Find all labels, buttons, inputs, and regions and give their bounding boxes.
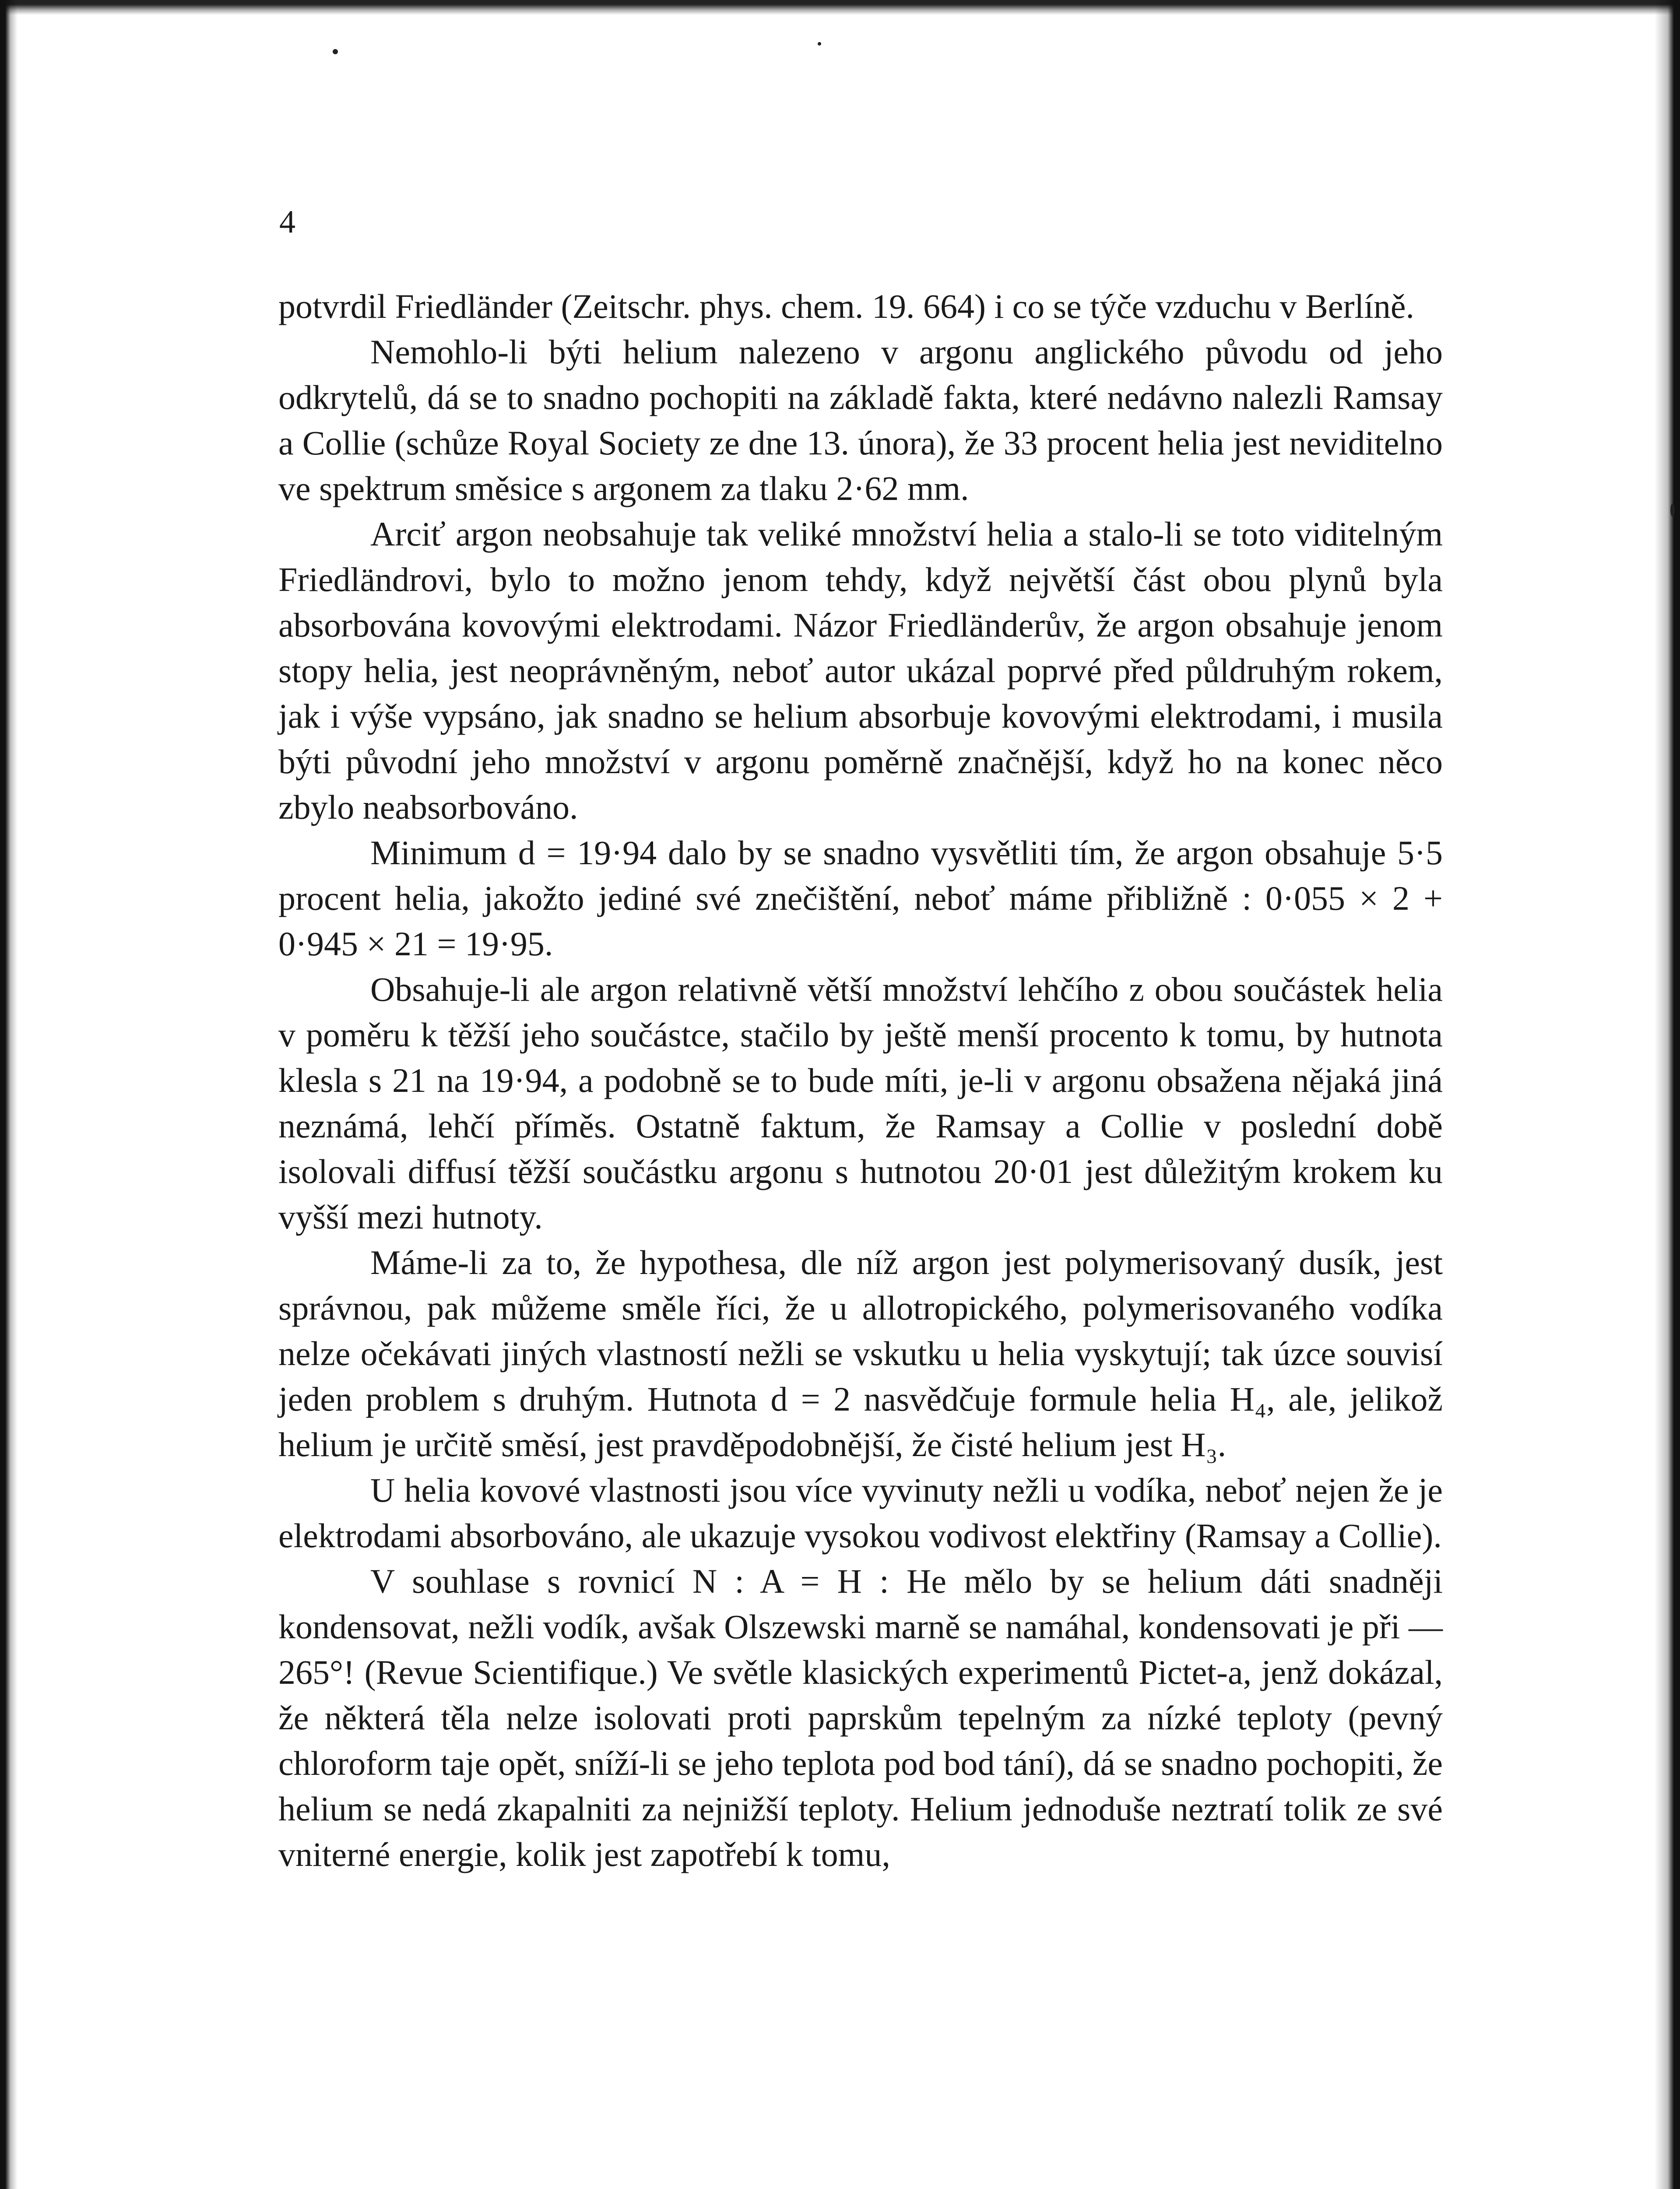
paragraph: Arciť argon neobsahuje tak veliké množství helia a stalo-li se toto viditelným Friedländrovi, bylo to možno jenom tehdy, když největší část obou plynů byla absorbována kovovými elektrodami. Názor Friedländerův, že argon obsahuje jenom stopy helia, jest neoprávněným, neboť autor ukázal poprvé před půldruhým rokem, jak i výše vypsáno, jak snadno se helium absorbuje kovovými elektrodami, i musila býti původní jeho množství v argonu poměrně značnější, když ho na konec něco zbylo neabsorbováno. <box>278 515 1443 826</box>
scan-edge-left <box>0 0 18 2189</box>
paragraph: V souhlase s rovnicí N : A = H : He mělo by se helium dáti snadněji kondensovat, nežli vodík, avšak Olszewski marně se namáhal, kondensovati je při —265°! (Revue Scientifique.) Ve světle klasických experimentů Pictet-a, jenž dokázal, že některá těla nelze isolovati proti paprskům tepelným za nízké teploty (pevný chloroform taje opět, sníží-li se jeho teplota pod bod tání), dá se snadno pochopiti, že helium se nedá zkapalniti za nejnižší teploty. Helium jednoduše neztratí tolik ze své vniterné energie, kolik jest zapotřebí k tomu, <box>278 1562 1443 1873</box>
body-text <box>278 284 1443 1877</box>
page-number: 4 <box>279 204 295 240</box>
scan-edge-top <box>0 0 1680 15</box>
paragraph: U helia kovové vlastnosti jsou více vyvinuty nežli u vodíka, neboť nejen že je elektrodami absorbováno, ale ukazuje vysokou vodivost elektřiny (Ramsay a Collie). <box>278 1471 1443 1555</box>
scan-speck <box>333 49 338 54</box>
paragraph: Nemohlo-li býti helium nalezeno v argonu anglického původu od jeho odkrytelů, dá se to snadno pochopiti na základě fakta, které nedávno nalezli Ramsay a Collie (schůze Royal Society ze dne 13. února), že 33 procent helia jest neviditelno ve spektrum směsice s argonem za tlaku 2·62 mm. <box>278 333 1443 507</box>
paragraph: potvrdil Friedländer (Zeitschr. phys. chem. 19. 664) i co se týče vzduchu v Berlíně. <box>278 287 1414 325</box>
scan-edge-right <box>1655 0 1680 2189</box>
paragraph: Minimum d = 19·94 dalo by se snadno vysvětliti tím, že argon obsahuje 5·5 procent helia, jakožto jediné své znečištění, neboť máme přibližně : 0·055 × 2 + 0·945 × 21 = 19·95. <box>278 834 1443 963</box>
paragraph: Obsahuje-li ale argon relativně větší množství lehčího z obou součástek helia v poměru k těžší jeho součástce, stačilo by ještě menší procento k tomu, by hutnota klesla s 21 na 19·94, a podobně se to bude míti, je-li v argonu obsažena nějaká jiná neznámá, lehčí příměs. Ostatně faktum, že Ramsay a Collie v poslední době isolovali diffusí těžší součástku argonu s hutnotou 20·01 jest důležitým krokem ku vyšší mezi hutnoty. <box>278 970 1443 1236</box>
paragraph: Máme-li za to, že hypothesa, dle níž argon jest polymerisovaný dusík, jest správnou, pak můžeme směle říci, že u allotropického, polymerisovaného vodíka nelze očekávati jiných vlastností nežli se vskutku u helia vyskytují; tak úzce souvisí jeden problem s druhým. Hutnota d = 2 nasvědčuje formule helia H₄, ale, jelikož helium je určitě směsí, jest pravděpodobnější, že čisté helium jest H₃. <box>278 1243 1443 1464</box>
scan-speck <box>1670 503 1675 517</box>
scan-speck <box>818 42 821 46</box>
